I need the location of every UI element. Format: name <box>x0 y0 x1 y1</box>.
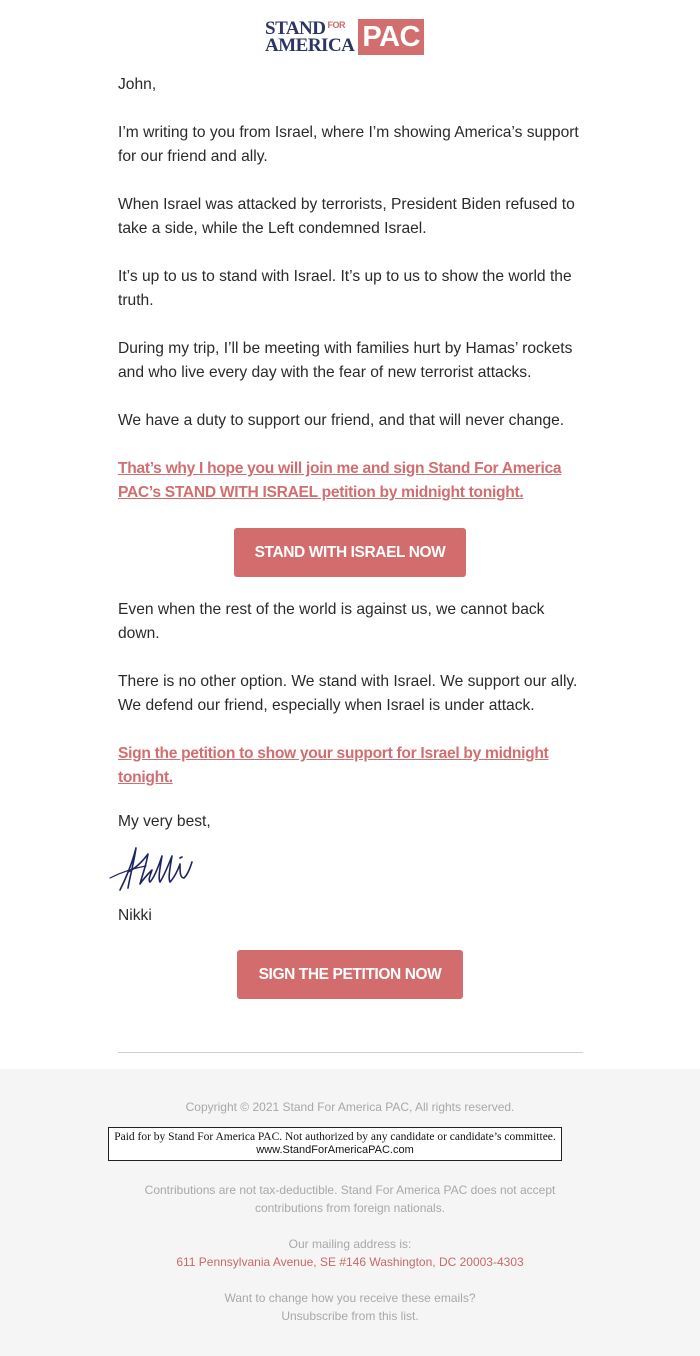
divider <box>118 1052 583 1053</box>
closing: My very best, <box>118 813 211 830</box>
signature-name: Nikki <box>118 907 152 924</box>
petition-link-paragraph <box>118 457 588 505</box>
copyright-text: Copyright © 2021 Stand For America PAC, All rights reserved. <box>185 1100 515 1114</box>
contributions-notice: Contributions are not tax-deductible. Stand For America PAC does not accept contributions from foreign nationals. <box>144 1183 556 1215</box>
mailing-address-link[interactable]: 611 Pennsylvania Avenue, SE #146 Washington, DC 20003-4303 <box>176 1255 524 1269</box>
body-paragraph: During my trip, I’ll be meeting with families hurt by Hamas’ rockets and who live every day with the fear of new terrorist attacks. <box>118 340 573 381</box>
logo-america-text: AMERICA <box>265 35 355 56</box>
body-paragraph: There is no other option. We stand with Israel. We support our ally. We defend our friend, especially when Israel is under attack. <box>118 673 578 714</box>
logo-stand-text: STAND <box>265 17 326 39</box>
logo-wordmark <box>265 17 355 56</box>
paid-for-text: Paid for by Stand For America PAC. Not authorized by any candidate or candidate’s committee. <box>114 1131 556 1143</box>
body-paragraph: When Israel was attacked by terrorists, President Biden refused to take a side, while the Left condemned Israel. <box>118 196 575 237</box>
body-paragraph: It’s up to us to stand with Israel. It’s up to us to show the world the truth. <box>118 268 572 309</box>
signature-image <box>106 838 206 896</box>
button-row <box>118 950 582 999</box>
button-row <box>118 528 582 598</box>
sign-petition-button[interactable]: SIGN THE PETITION NOW <box>237 950 463 999</box>
mailing-label: Our mailing address is: <box>288 1237 412 1251</box>
sign-petition-link-paragraph <box>118 742 588 790</box>
body-paragraph: We have a duty to support our friend, and that will never change. <box>118 412 565 429</box>
email-body <box>118 73 588 999</box>
body-paragraph: I’m writing to you from Israel, where I’m showing America’s support for our friend and ally. <box>118 124 579 165</box>
stand-with-israel-button[interactable]: STAND WITH ISRAEL NOW <box>234 528 466 577</box>
greeting: John, <box>118 76 157 93</box>
unsubscribe-link[interactable]: Unsubscribe from this list. <box>281 1309 419 1323</box>
sign-petition-link[interactable]: Sign the petition to show your support for Israel by midnight tonight. <box>118 745 549 786</box>
paid-for-disclaimer <box>108 1127 562 1161</box>
mailing-address-block <box>0 1235 700 1271</box>
paid-for-url: www.StandForAmericaPAC.com <box>256 1144 414 1156</box>
petition-link[interactable]: That’s why I hope you will join me and sign Stand For America PAC’s STAND WITH ISRAEL petition by midnight tonight. <box>118 460 562 501</box>
unsubscribe-block <box>0 1289 700 1325</box>
logo-for-text: FOR <box>327 19 345 30</box>
change-prompt: Want to change how you receive these emails? <box>224 1291 476 1305</box>
footer <box>0 1069 700 1356</box>
stand-for-america-pac-logo <box>265 18 437 56</box>
body-paragraph: Even when the rest of the world is against us, we cannot back down. <box>118 601 545 642</box>
logo-pac-badge: PAC <box>358 19 424 55</box>
